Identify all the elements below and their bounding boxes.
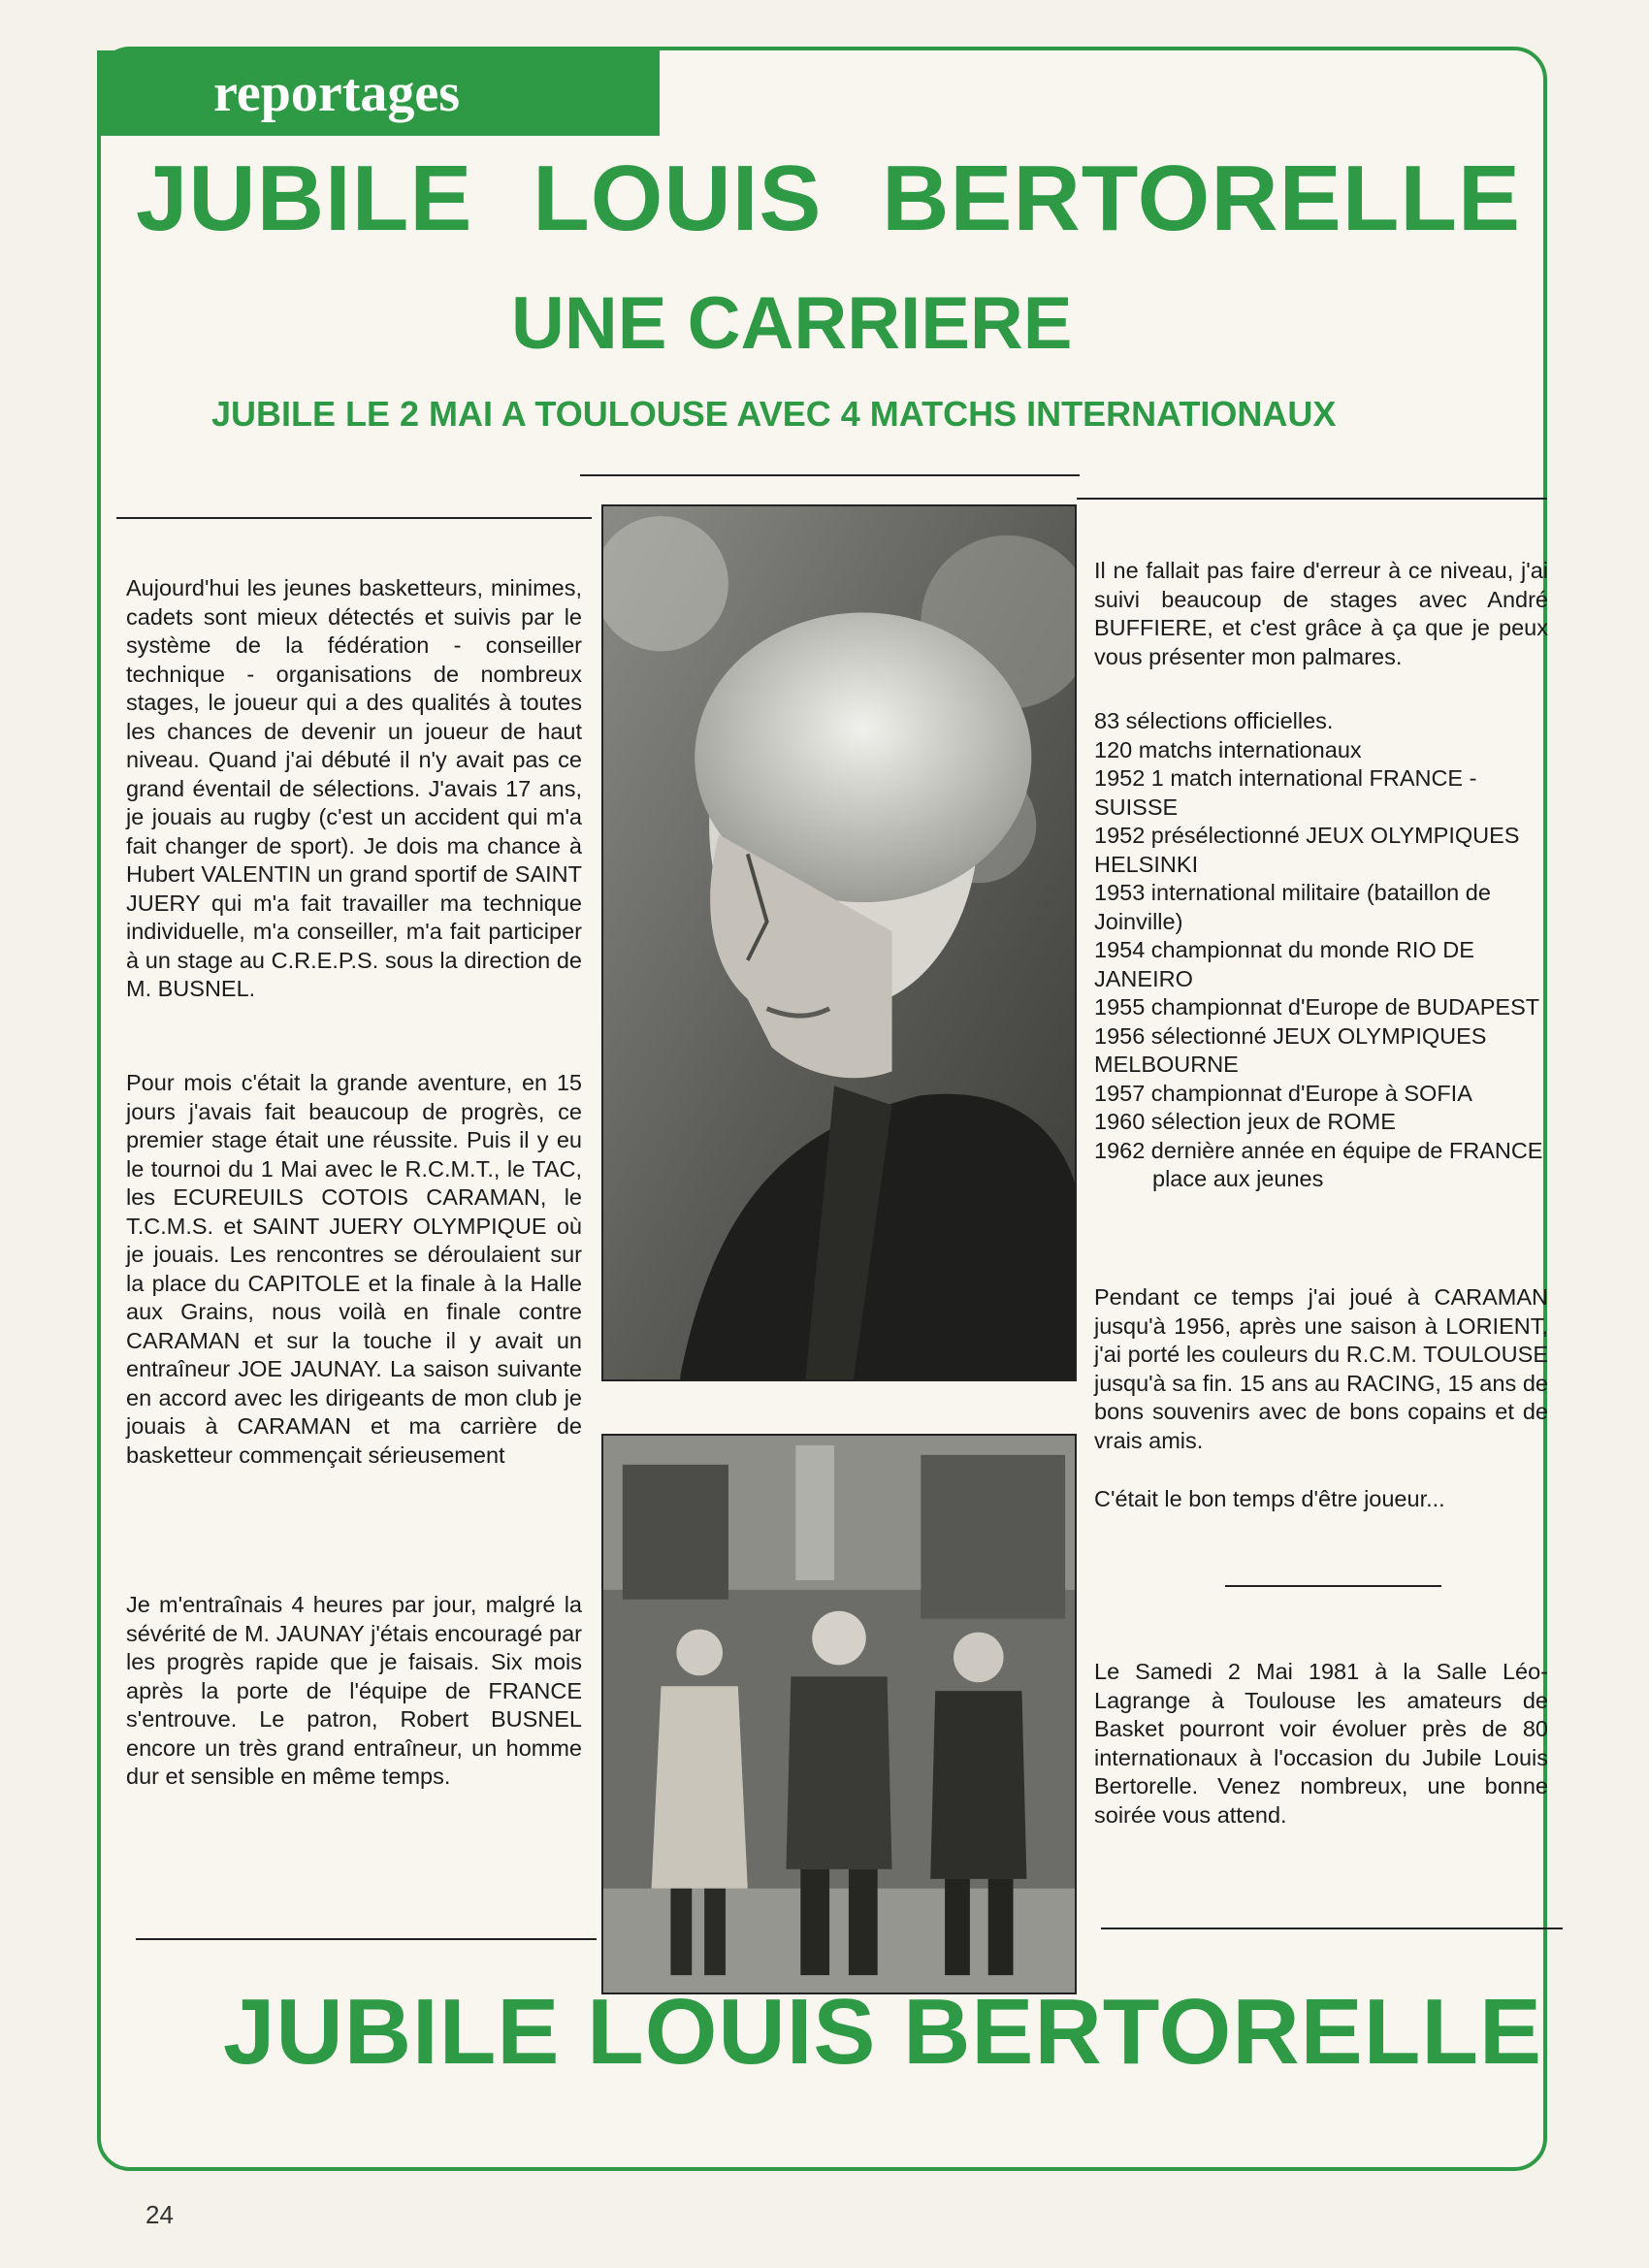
jubilee-announcement: Le Samedi 2 Mai 1981 à la Salle Léo-Lagrange à Toulouse les amateurs de Basket pourront voir évoluer près de 80 internationaux à l'occasion du Jubile Louis Bertorelle. Venez nombreux, une bonne soirée vous attend. [1094,1659,1548,1828]
right-short-rule [1225,1585,1441,1587]
page-title: JUBILE LOUIS BERTORELLE [136,146,1522,250]
left-paragraph-1: Aujourd'hui les jeunes basketteurs, minimes, cadets sont mieux détectés et suivis par le système de la fédération - conseiller technique - organisations de nombreux stages, le joueur qui a des qualités à toutes les chances de devenir un joueur de haut niveau. Quand j'ai débuté il n'y avait pas ce grand éventail de sélections. J'avais 17 ans, je jouais au rugby (c'est un accident qui m'a fait changer de sport). Je dois ma chance à Hubert VALENTIN un grand sportif de SAINT JUERY qui m'a fait travailler ma technique individuelle, m'a conseiller, m'a fait participer à un stage au C.R.E.P.S. sous la direction de M. BUSNEL. [126,575,582,1001]
palmares-item: 1955 championnat d'Europe de BUDAPEST [1094,994,1540,1020]
right-top-rule [1077,498,1547,500]
palmares-item: 83 sélections officielles. [1094,708,1334,733]
bottom-title: JUBILE LOUIS BERTORELLE [223,1980,1543,2084]
palmares-item: 1952 présélectionné JEUX OLYMPIQUES HELSINKI [1094,823,1520,877]
palmares-item: 1957 championnat d'Europe à SOFIA [1094,1080,1472,1106]
palmares-item: 1956 sélectionné JEUX OLYMPIQUES MELBOURNE [1094,1022,1487,1077]
palmares-item: 1954 championnat du monde RIO DE JANEIRO [1094,937,1474,991]
palmares-closing: place aux jeunes [1152,1166,1324,1191]
left-top-rule [116,517,592,519]
palmares-item: 1962 dernière année en équipe de FRANCE [1094,1137,1543,1163]
portrait-photo [601,504,1077,1381]
left-paragraph-2: Pour mois c'était la grande aventure, en 15 jours j'avais fait beaucoup de progrès, ce premier stage était une réussite. Puis il y eu le tournoi du 1 Mai avec le R.C.M.T., le TAC, les ECUREUILS COTOIS CARAMAN, le T.C.M.S. et SAINT JUERY OLYMPIQUE où je jouais. Les rencontres se déroulaient sur la place du CAPITOLE et la finale à la Halle aux Grains, nous voilà en finale contre CARAMAN et sur la touche il y avait un entraîneur JOE JAUNAY. La saison suivante en accord avec les dirigeants de mon club je jouais à CARAMAN et ma carrière de basketteur commençait sérieusement [126,1070,582,1468]
title-divider [580,474,1080,476]
right-intro: Il ne fallait pas faire d'erreur à ce niveau, j'ai suivi beaucoup de stages avec André BUFFIERE, et c'est grâce à ça que je peux vous présenter mon palmares. [1094,558,1548,669]
right-paragraph-3: C'était le bon temps d'être joueur... [1094,1486,1445,1511]
page-number: 24 [146,2200,174,2229]
group-photo [601,1434,1077,1994]
right-bottom-rule [1101,1928,1563,1929]
palmares-item: 120 matchs internationaux [1094,736,1362,762]
palmares-list [1094,707,1548,1194]
article-subtitle: UNE CARRIERE [511,282,1073,365]
left-paragraph-3: Je m'entraînais 4 heures par jour, malgré la sévérité de M. JAUNAY j'étais encouragé par les progrès rapide que je faisais. Six mois après la porte de l'équipe de FRANCE s'entrouve. Le patron, Robert BUSNEL encore un très grand entraîneur, un homme dur et sensible en même temps. [126,1592,582,1789]
palmares-item: 1952 1 match international FRANCE - SUISSE [1094,765,1477,820]
section-tab: reportages [97,50,660,136]
right-paragraph-2: Pendant ce temps j'ai joué à CARAMAN jusqu'à 1956, après une saison à LORIENT, j'ai porté les couleurs du R.C.M. TOULOUSE jusqu'à sa fin. 15 ans au RACING, 15 ans de bons souvenirs avec de bons copains et de vrais amis. [1094,1284,1548,1453]
article-deck: JUBILE LE 2 MAI A TOULOUSE AVEC 4 MATCHS INTERNATIONAUX [211,394,1337,434]
palmares-item: 1953 international militaire (bataillon de Joinville) [1094,880,1491,934]
left-bottom-rule [136,1938,597,1940]
palmares-item: 1960 sélection jeux de ROME [1094,1109,1396,1134]
